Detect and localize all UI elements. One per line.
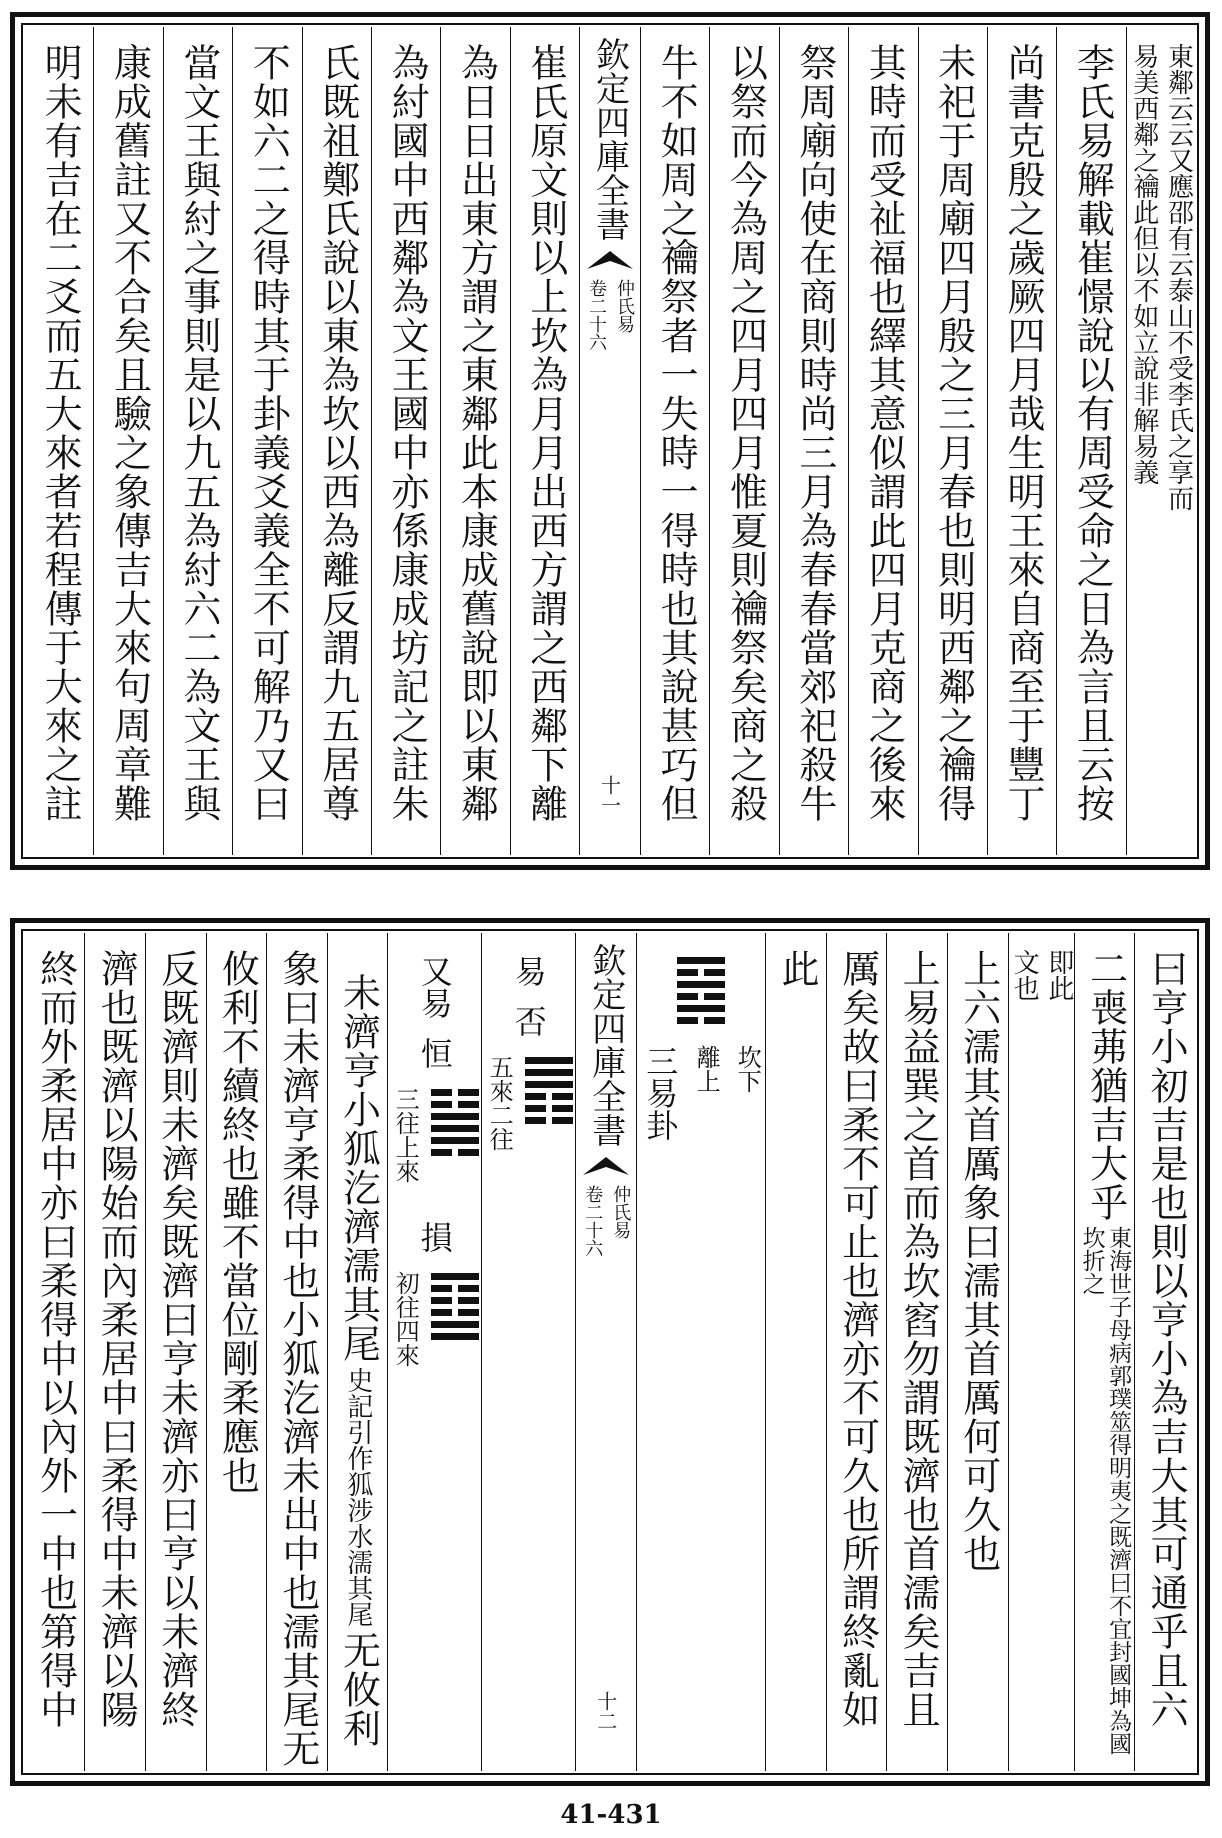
bottom-col-4: 上六濡其首厲象曰濡其首厲何可久也 <box>947 933 1008 1771</box>
bottom-col-hex-pi <box>481 933 575 1771</box>
hexagram-weiji-icon <box>675 955 727 1027</box>
fish-tail-mark-icon <box>583 1153 629 1179</box>
trigram-upper: 離上 <box>692 1045 721 1093</box>
bottom-columns <box>25 933 1195 1771</box>
bottom-col-7: 此 <box>765 933 826 1771</box>
bottom-center-header <box>575 933 636 1771</box>
bottom-col-15: 攸利不續終也雖不當位剛柔應也 <box>206 933 267 1771</box>
top-col-4: 未祀于周廟四月殷之三月春也則明西鄰之禴得 <box>918 27 987 855</box>
bottom-col-14: 象曰未濟亨柔得中也小狐汔濟未出中也濡其尾无 <box>266 933 327 1771</box>
hexagram-pi-icon <box>523 1055 575 1127</box>
bottom-col-18: 終而外柔居中亦曰柔得中以內外一中也第得中 <box>33 949 78 1729</box>
book-name: 仲氏易 <box>614 279 635 333</box>
hex-name: 恒 <box>415 1037 454 1069</box>
top-col-7: 以祭而今為周之四月四月惟夏則禴祭矣商之殺 <box>709 27 778 855</box>
note-left: 文也 <box>1009 949 1040 1001</box>
bottom-col-5: 上易益巽之首而為坎窞勿謂既濟也首濡矣吉且 <box>886 933 947 1771</box>
hex-note: 五來二往 <box>485 1055 514 1151</box>
bottom-col-hex-heng <box>387 933 481 1771</box>
book-title: 欽定四庫全書 <box>585 943 626 1147</box>
book-name: 仲氏易 <box>610 1185 632 1239</box>
hexhead-title: 三易卦 <box>641 1045 680 1141</box>
top-center-header <box>579 27 640 855</box>
hex-label: 又易 <box>415 955 454 1019</box>
book-title: 欽定四庫全書 <box>589 37 630 241</box>
top-col-8: 牛不如周之禴祭者一失時一得時也其說甚巧但 <box>640 27 709 855</box>
hex-name-2: 損 <box>415 1221 454 1253</box>
volume-number: 卷二十六 <box>582 1185 604 1257</box>
top-col-13: 氏既祖鄭氏說以東為坎以西為離反謂九五居尊 <box>302 27 371 855</box>
top-col-5: 其時而受祉福也繹其意似謂此四月克商之後來 <box>848 27 917 855</box>
folio-number: 十一 <box>597 775 622 815</box>
top-col-2: 李氏易解載崔憬說以有周受命之日為言且云按 <box>1056 27 1125 855</box>
shiji-note: 史記引作狐涉水濡其尾 <box>342 1366 373 1627</box>
top-col-3: 尚書克殷之歲厥四月哉生明王來自商至于豐丁 <box>987 27 1056 855</box>
fish-tail-mark-icon <box>587 247 633 273</box>
bottom-col-1: 曰亨小初吉是也則以亨小為吉大其可通乎且六 <box>1134 933 1195 1771</box>
volume-number: 卷二十六 <box>586 279 607 351</box>
bottom-col-17: 濟也既濟以陽始而內柔居中曰柔得中未濟以陽 <box>84 933 145 1771</box>
bottom-col-3 <box>1008 933 1074 1771</box>
hex-label: 易 <box>509 955 548 987</box>
wu-you-li: 无攸利 <box>336 1630 381 1748</box>
hex-name: 否 <box>509 1005 548 1037</box>
top-col-16: 康成舊註又不合矣且驗之象傳吉大來句周章難 <box>93 27 162 855</box>
bottom-col-6: 厲矣故曰柔不可止也濟亦不可久也所謂終亂如 <box>826 933 887 1771</box>
note-right: 東鄰云云又應邵有云泰山不受李氏之享而 <box>1163 43 1194 511</box>
note-right: 即此 <box>1043 949 1074 1001</box>
hexagram-sun-icon <box>429 1271 481 1343</box>
bottom-col-2: 二喪茀猶吉大乎 東海世子母病郭璞筮得明夷之既濟曰不宜封國坤為國坎折之 <box>1074 933 1135 1771</box>
bottom-col-13: 未濟亨小狐汔濟濡其尾 史記引作狐涉水濡其尾 无攸利 <box>327 933 388 1771</box>
top-col-11: 為日日出東方謂之東鄰此本康成舊說即以東鄰 <box>440 27 509 855</box>
top-col-17: 明未有吉在二爻而五大來者若程傳于大來之註 <box>38 43 83 823</box>
hexagram-heng-icon <box>429 1087 481 1159</box>
note-left: 易美西鄰之禴此但以不如立說非解易義 <box>1128 43 1159 485</box>
top-col-6: 祭周廟向使在商則時尚三月為春春當郊祀殺牛 <box>779 27 848 855</box>
top-col-15: 當文王與紂之事則是以九五為紂六二為文王與 <box>163 27 232 855</box>
top-col-10: 崔氏原文則以上坎為月月出西方謂之西鄰下離 <box>510 27 579 855</box>
page-number: 41-431 <box>560 1800 662 1830</box>
hex-note-2: 初往四來 <box>391 1271 420 1367</box>
inline-note: 東海世子母病郭璞筮得明夷之既濟曰不宜封國坤為國坎折之 <box>1078 1226 1132 1755</box>
trigram-lower: 坎下 <box>733 1045 762 1093</box>
top-col-1 <box>1126 27 1195 855</box>
top-col-12: 為紂國中西鄰為文王國中亦係康成坊記之註朱 <box>371 27 440 855</box>
hex-note: 三往上來 <box>391 1087 420 1183</box>
bottom-page-panel <box>10 918 1210 1786</box>
bottom-col-16: 反既濟則未濟矣既濟曰亨未濟亦曰亨以未濟終 <box>145 933 206 1771</box>
folio-number: 十二 <box>593 1691 618 1731</box>
bottom-col-hexhead <box>636 933 765 1771</box>
top-page-panel <box>10 12 1210 870</box>
top-col-14: 不如六二之得時其于卦義爻義全不可解乃又曰 <box>232 27 301 855</box>
top-columns <box>25 27 1195 855</box>
